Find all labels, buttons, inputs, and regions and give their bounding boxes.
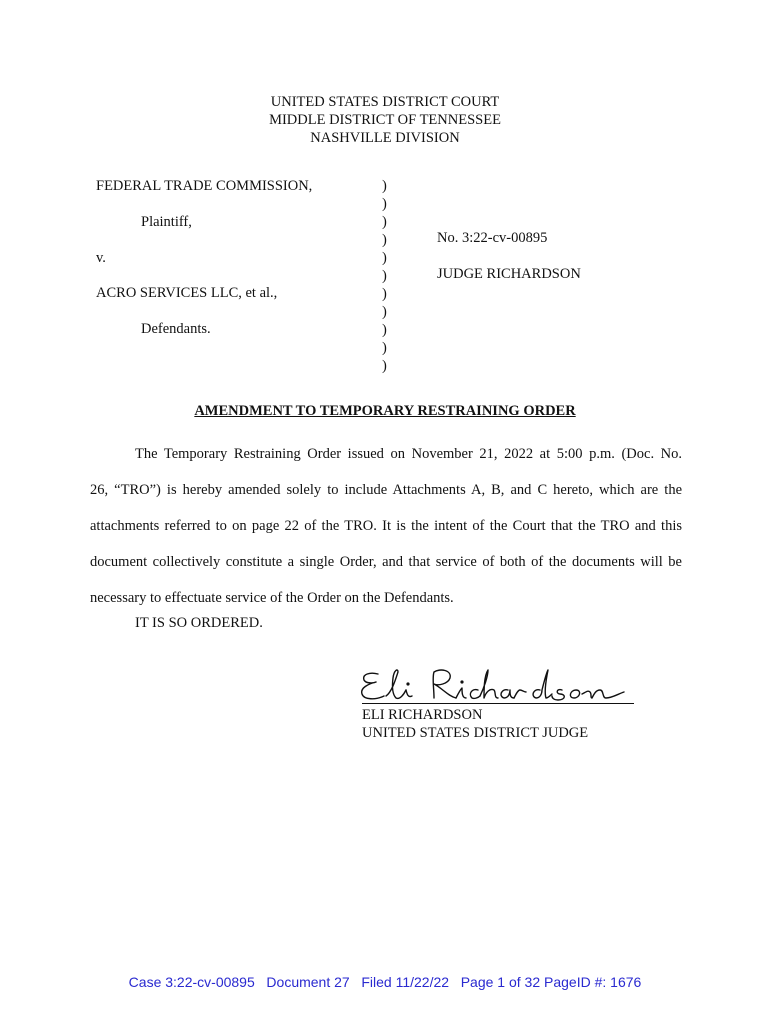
body-line: necessary to effectuate service of the Order on the Defendants. — [90, 590, 454, 606]
paren: ) — [382, 340, 387, 356]
filing-stamp: Case 3:22-cv-00895 Document 27 Filed 11/22/22 Page 1 of 32 PageID #: 1676 — [128, 974, 642, 990]
court-district: MIDDLE DISTRICT OF TENNESSEE — [269, 112, 501, 128]
handwritten-signature — [356, 664, 636, 704]
defendant-name: ACRO SERVICES LLC, et al., — [96, 285, 278, 301]
body-line: attachments referred to on page 22 of the TRO. It is the intent of the Court that the TRO and this — [90, 518, 682, 534]
signature-line — [362, 703, 634, 704]
paren: ) — [382, 178, 387, 194]
plaintiff-role: Plaintiff, — [141, 214, 192, 230]
signature-block — [362, 706, 588, 742]
paren: ) — [382, 232, 387, 248]
paren: ) — [382, 268, 387, 284]
judge-title: UNITED STATES DISTRICT JUDGE — [362, 725, 589, 741]
paren: ) — [382, 304, 387, 320]
paren: ) — [382, 322, 387, 338]
court-name: UNITED STATES DISTRICT COURT — [270, 94, 500, 110]
paren: ) — [382, 286, 387, 302]
court-heading — [0, 93, 770, 147]
paren: ) — [382, 358, 387, 374]
so-ordered: IT IS SO ORDERED. — [135, 615, 263, 631]
body-line: The Temporary Restraining Order issued on November 21, 2022 at 5:00 p.m. (Doc. No. — [135, 446, 682, 462]
paren: ) — [382, 250, 387, 266]
order-body — [90, 436, 682, 616]
paren: ) — [382, 214, 387, 230]
document-title: AMENDMENT TO TEMPORARY RESTRAINING ORDER — [194, 403, 576, 419]
versus: v. — [96, 250, 106, 266]
body-line: document collectively constitute a single Order, and that service of both of the documents will be — [90, 554, 682, 570]
assigned-judge: JUDGE RICHARDSON — [437, 266, 581, 282]
plaintiff-name: FEDERAL TRADE COMMISSION, — [96, 178, 313, 194]
court-division: NASHVILLE DIVISION — [310, 130, 460, 146]
judge-name: ELI RICHARDSON — [362, 707, 483, 723]
case-number: No. 3:22-cv-00895 — [437, 230, 548, 246]
body-line: 26, “TRO”) is hereby amended solely to include Attachments A, B, and C hereto, which are the — [90, 482, 682, 498]
defendant-role: Defendants. — [141, 321, 211, 337]
paren: ) — [382, 196, 387, 212]
